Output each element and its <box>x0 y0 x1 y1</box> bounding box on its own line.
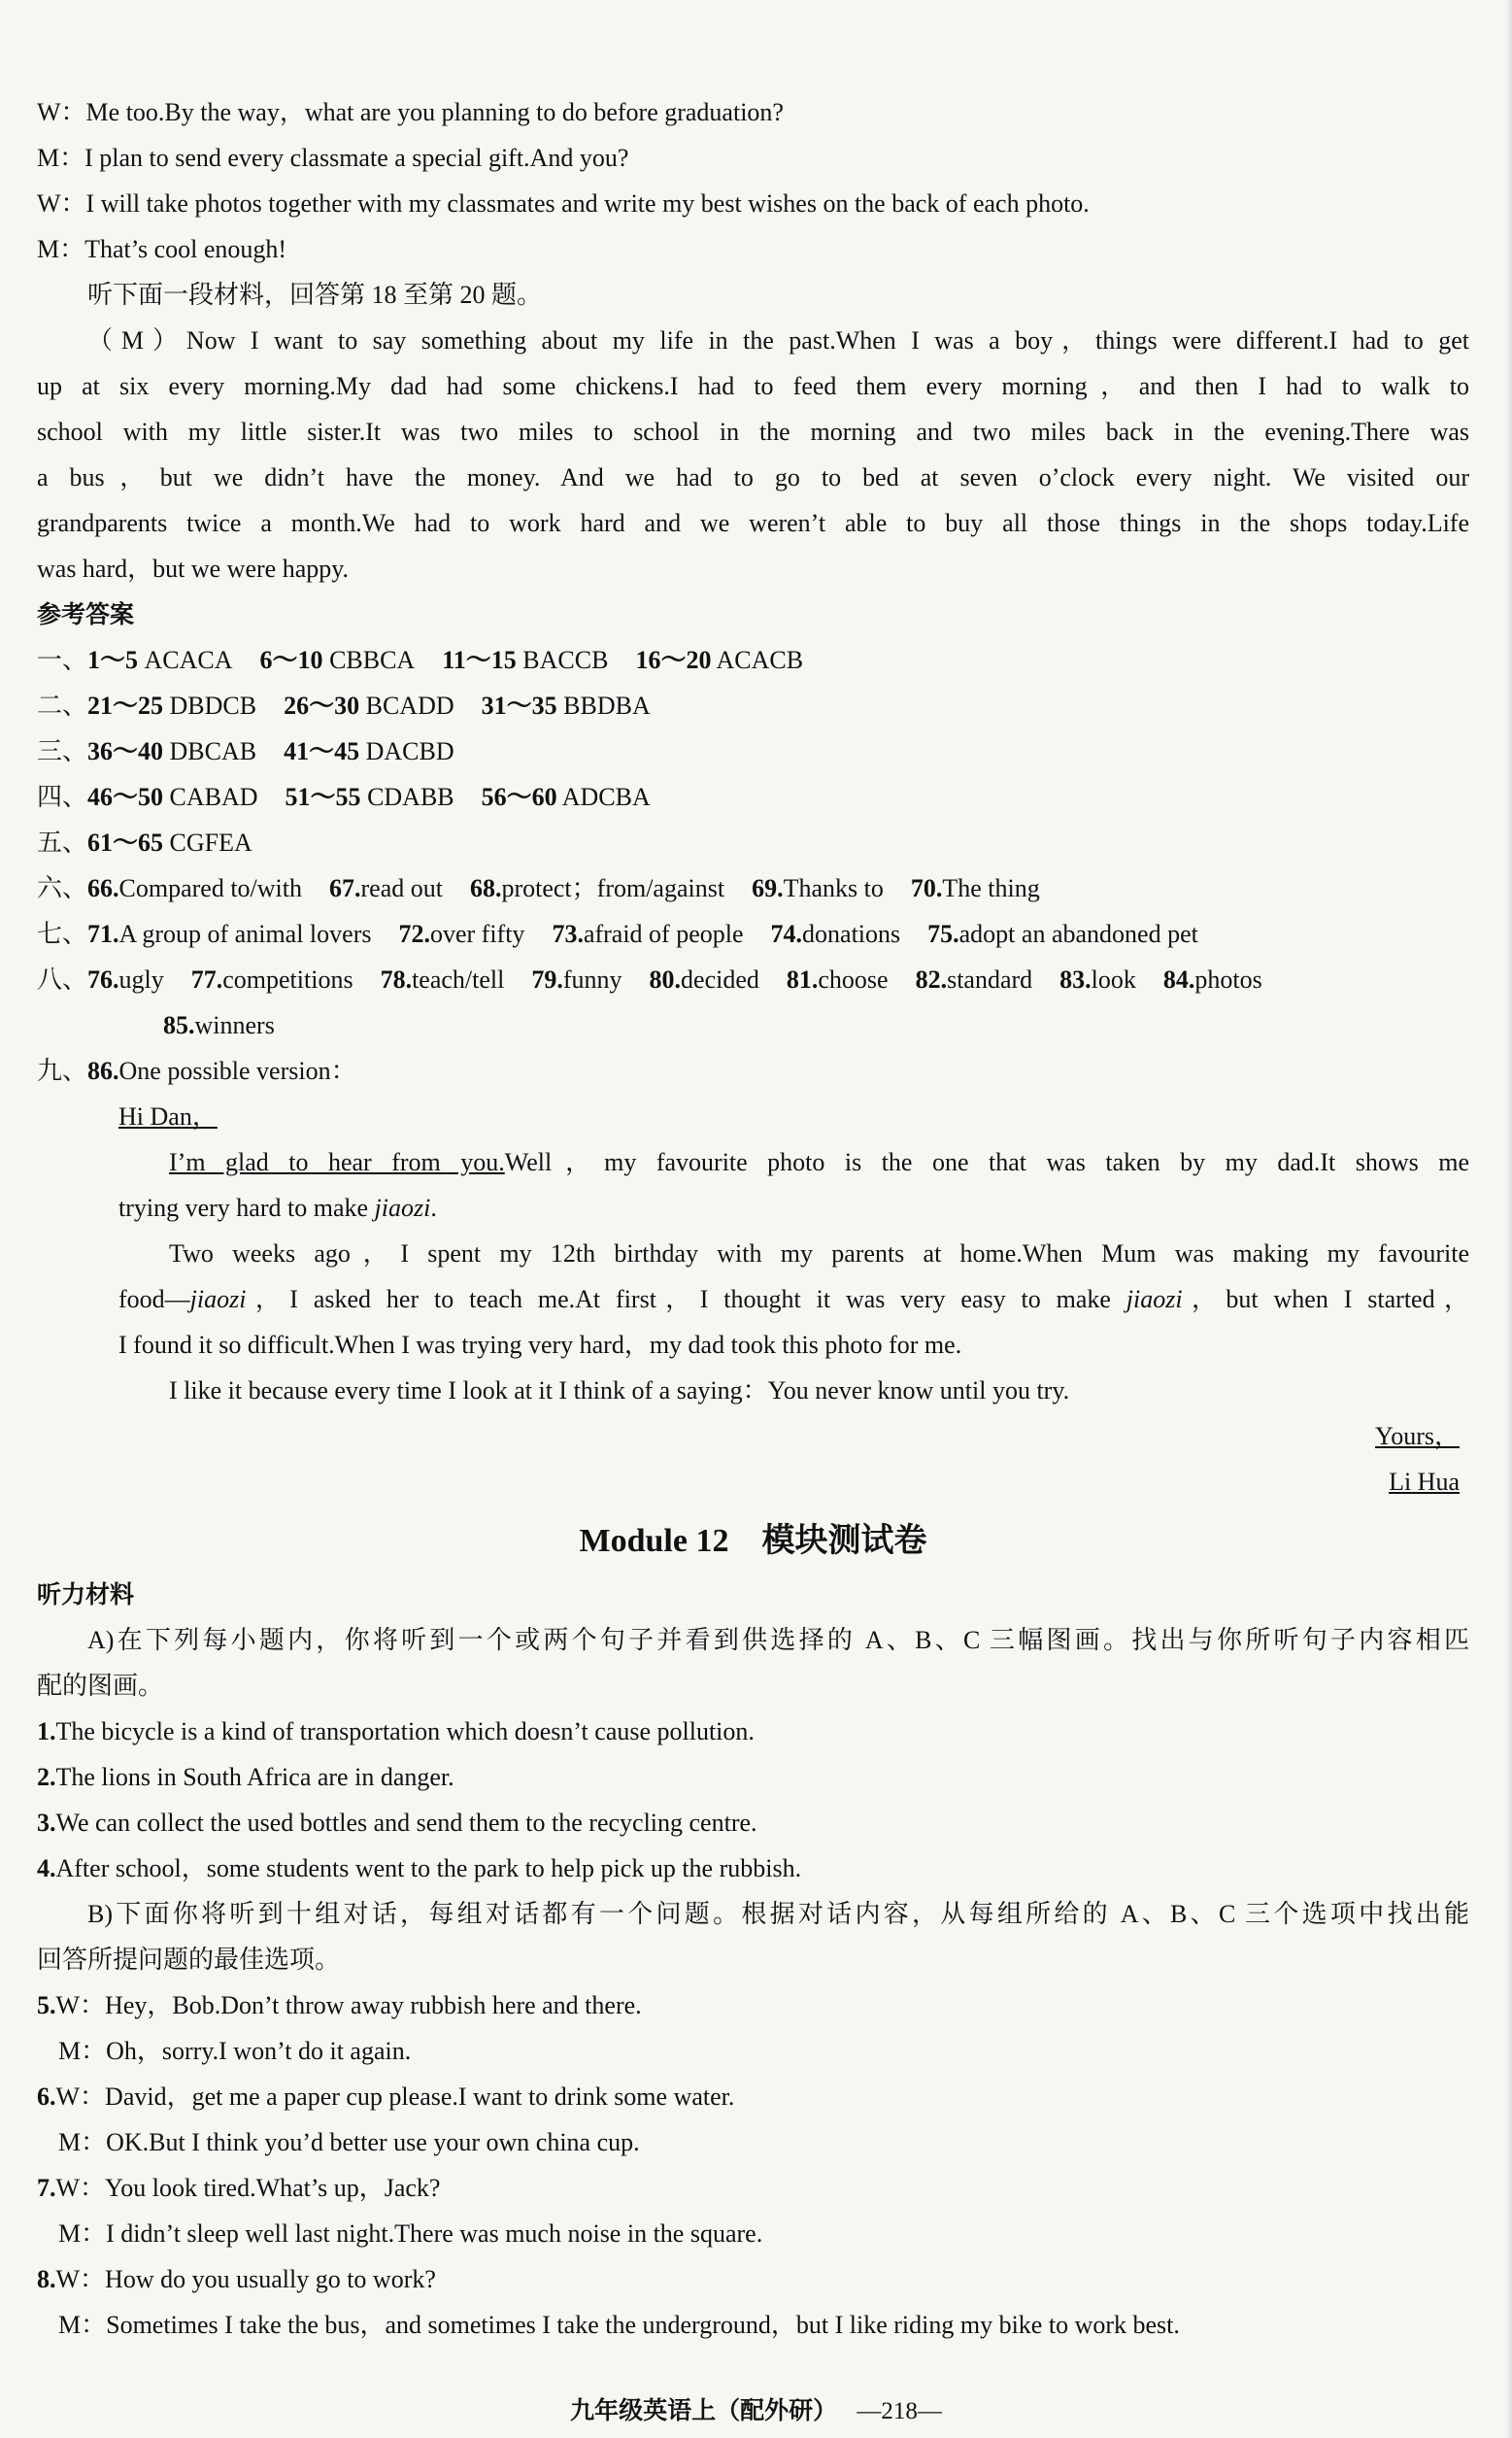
letter-line <box>118 1139 1469 1185</box>
letter-text: Well，my favourite photo is the one that was taken by my dad.It shows me <box>504 1148 1470 1176</box>
section-b-instruction: 回答所提问题的最佳选项。 <box>37 1946 341 1974</box>
answer-num: 31～35 <box>481 692 557 720</box>
letter-closing: Yours， <box>1375 1422 1460 1450</box>
answer-num: 85. <box>163 1011 195 1039</box>
item-num: 7. <box>37 2174 56 2202</box>
answer-num: 41～45 <box>284 737 360 765</box>
dialog-line: W：I will take photos together with my classmates and write my best wishes on the back of each photo. <box>37 189 1090 218</box>
answer-text: over fifty <box>429 920 525 948</box>
dialog-line: M：I plan to send every classmate a special gift.And you? <box>37 144 629 172</box>
answer-num: 72. <box>398 920 430 948</box>
answer-num: 66. <box>87 874 119 902</box>
answer-text: Compared to/with <box>118 874 302 902</box>
answer-num: 46～50 <box>87 783 164 811</box>
answer-row-8 <box>37 957 1469 1002</box>
answer-row-2 <box>37 683 1469 728</box>
answer-text: funny <box>562 965 622 994</box>
letter-text: . <box>430 1194 437 1222</box>
sample-letter <box>37 1094 1469 1505</box>
section-a-instruction: 配的图画。 <box>37 1672 164 1700</box>
answer-prefix: 五、 <box>37 829 88 857</box>
module-title <box>37 1510 1469 1572</box>
page-footer <box>0 2391 1512 2426</box>
letter-italic: jiaozi <box>374 1194 431 1222</box>
section-a-instruction: A)在下列每小题内，你将听到一个或两个句子并看到供选择的 A、B、C 三幅图画。找出与你所听句子内容相匹 <box>87 1626 1469 1654</box>
answer-text: choose <box>818 965 889 994</box>
answer-prefix: 八、 <box>37 965 88 994</box>
answer-text: afraid of people <box>583 920 744 948</box>
dialog-m: M：Oh，sorry.I won’t do it again. <box>58 2037 412 2065</box>
answer-num: 56～60 <box>481 783 557 811</box>
answer-num: 74. <box>770 920 803 948</box>
letter-italic: jiaozi <box>189 1285 247 1313</box>
answer-text: read out <box>360 874 443 902</box>
answer-num: 21～25 <box>87 692 164 720</box>
item-text: We can collect the used bottles and send them to the recycling centre. <box>55 1809 757 1837</box>
answer-num: 78. <box>380 965 413 994</box>
answer-text: competitions <box>222 965 353 994</box>
answer-text: BCADD <box>359 692 454 720</box>
answer-text: BACCB <box>516 646 609 674</box>
answer-num: 11～15 <box>442 646 517 674</box>
answer-num: 77. <box>190 965 223 994</box>
answer-num: 82. <box>915 965 948 994</box>
listening-item <box>37 1754 1469 1800</box>
letter-italic: jiaozi <box>1126 1285 1183 1313</box>
answer-prefix: 一、 <box>37 646 88 674</box>
answer-num: 71. <box>87 920 119 948</box>
answer-num: 26～30 <box>284 692 360 720</box>
answer-text: ugly <box>118 965 164 994</box>
dialog-w <box>37 2165 1469 2211</box>
passage-line: school with my little sister.It was two miles to school in the morning and two miles back in the evening.There was <box>37 418 1469 446</box>
dialog-m: M：I didn’t sleep well last night.There was much noise in the square. <box>58 2219 763 2248</box>
answer-num: 67. <box>329 874 361 902</box>
answer-num: 79. <box>531 965 563 994</box>
listening-heading: 听力材料 <box>37 1580 135 1608</box>
section-b-instruction: B)下面你将听到十组对话，每组对话都有一个问题。根据对话内容，从每组所给的 A、B、C 三个选项中找出能 <box>87 1900 1469 1928</box>
answer-text: BBDBA <box>556 692 651 720</box>
passage-line: （M）Now I want to say something about my life in the past.When I was a boy，things were different.I had to get <box>87 326 1469 355</box>
dialog-line: W：Me too.By the way，what are you planning to do before graduation? <box>37 98 784 126</box>
passage-line: grandparents twice a month.We had to work hard and we weren’t able to buy all those things in the shops today.Life <box>37 509 1469 537</box>
item-num: 3. <box>37 1809 56 1837</box>
answer-text: A group of animal lovers <box>118 920 372 948</box>
answer-text: DBDCB <box>163 692 257 720</box>
answer-num: 86. <box>87 1057 119 1085</box>
answer-text: ACACB <box>711 646 804 674</box>
answer-text: DBCAB <box>163 737 257 765</box>
answer-row-3 <box>37 728 1469 774</box>
answer-num: 68. <box>469 874 502 902</box>
book-title: 九年级英语上（配外研） <box>570 2396 838 2424</box>
item-num: 1. <box>37 1717 56 1745</box>
module-title-cn: 模块测试卷 <box>761 1521 927 1560</box>
letter-text: food— <box>118 1285 190 1313</box>
letter-text: trying very hard to make <box>118 1194 375 1222</box>
dialog-text: W：David，get me a paper cup please.I want to drink some water. <box>55 2082 735 2111</box>
answer-row-8-cont <box>37 1002 1469 1048</box>
letter-text: ，but when I started， <box>1182 1285 1469 1313</box>
answer-row-6 <box>37 865 1469 911</box>
answer-num: 16～20 <box>635 646 712 674</box>
letter-greeting: Hi Dan， <box>118 1102 218 1131</box>
letter-signature: Li Hua <box>1389 1468 1460 1496</box>
answer-num: 75. <box>927 920 959 948</box>
answer-num: 83. <box>1059 965 1092 994</box>
answer-num: 73. <box>552 920 584 948</box>
page-number: —218— <box>857 2398 942 2424</box>
page-edge <box>1506 0 1512 2438</box>
listening-item <box>37 1709 1469 1754</box>
item-num: 6. <box>37 2082 56 2111</box>
answer-text: One possible version： <box>118 1057 356 1085</box>
item-text: The lions in South Africa are in danger. <box>55 1763 454 1791</box>
dialog-m: M：Sometimes I take the bus，and sometimes I take the underground，but I like riding my bike to work best. <box>58 2311 1180 2339</box>
answer-prefix: 六、 <box>37 874 88 902</box>
dialog-text: W：You look tired.What’s up，Jack? <box>55 2174 441 2202</box>
item-num: 2. <box>37 1763 56 1791</box>
answer-text: CBBCA <box>322 646 416 674</box>
dialog-text: W：Hey，Bob.Don’t throw away rubbish here and there. <box>55 1991 642 2019</box>
answer-text: adopt an abandoned pet <box>958 920 1198 948</box>
answer-text: donations <box>802 920 901 948</box>
letter-line: I like it because every time I look at it I think of a saying：You never know until you try. <box>169 1376 1070 1405</box>
letter-line <box>118 1276 1469 1322</box>
module-title-en: Module 12 <box>579 1523 729 1559</box>
answer-key <box>37 637 1469 1094</box>
answer-row-7 <box>37 911 1469 957</box>
item-text: The bicycle is a kind of transportation which doesn’t cause pollution. <box>55 1717 755 1745</box>
item-num: 5. <box>37 1991 56 2019</box>
answer-num: 36～40 <box>87 737 164 765</box>
passage-line: was hard，but we were happy. <box>37 555 350 583</box>
answers-heading: 参考答案 <box>37 600 135 628</box>
answer-prefix: 二、 <box>37 692 88 720</box>
passage-line: a bus，but we didn’t have the money. And we had to go to bed at seven o’clock every night. We visited our <box>37 463 1469 491</box>
answer-text: ACACA <box>138 646 233 674</box>
answer-num: 61～65 <box>87 829 164 857</box>
answer-num: 70. <box>910 874 943 902</box>
answer-text: winners <box>194 1011 275 1039</box>
answer-num: 6～10 <box>259 646 323 674</box>
answer-row-5 <box>37 820 1469 865</box>
item-text: After school，some students went to the park to help pick up the rubbish. <box>55 1854 802 1882</box>
letter-text: ，I asked her to teach me.At first，I thought it was very easy to make <box>246 1285 1126 1313</box>
passage-line: up at six every morning.My dad had some chickens.I had to feed them every morning，and then I had to walk to <box>37 372 1469 400</box>
answer-text: CABAD <box>163 783 258 811</box>
answer-num: 84. <box>1162 965 1195 994</box>
page-content <box>37 89 1469 2348</box>
answer-text: CGFEA <box>163 829 252 857</box>
answer-text: look <box>1091 965 1136 994</box>
listening-item <box>37 1845 1469 1891</box>
answer-text: CDABB <box>360 783 454 811</box>
letter-underlined: I’m glad to hear from you. <box>169 1148 505 1176</box>
answer-row-9 <box>37 1048 1469 1094</box>
answer-text: ADCBA <box>556 783 651 811</box>
letter-line: Two weeks ago，I spent my 12th birthday with my parents at home.When Mum was making my favourite <box>169 1239 1469 1268</box>
dialog-w <box>37 1982 1469 2028</box>
dialog-w <box>37 2074 1469 2119</box>
dialog-text: W：How do you usually go to work? <box>55 2265 436 2293</box>
answer-prefix: 三、 <box>37 737 88 765</box>
answer-text: photos <box>1194 965 1262 994</box>
listening-passage <box>37 318 1469 592</box>
letter-line: I found it so difficult.When I was trying very hard，my dad took this photo for me. <box>118 1331 962 1359</box>
answer-text: Thanks to <box>783 874 884 902</box>
answer-text: decided <box>681 965 759 994</box>
answer-text: DACBD <box>359 737 454 765</box>
answer-text: protect；from/against <box>501 874 725 902</box>
answer-num: 51～55 <box>285 783 361 811</box>
answer-row-4 <box>37 774 1469 820</box>
answer-prefix: 九、 <box>37 1057 88 1085</box>
answer-prefix: 四、 <box>37 783 88 811</box>
dialog-line: M：That’s cool enough! <box>37 235 287 263</box>
answer-text: The thing <box>942 874 1040 902</box>
letter-line <box>118 1185 1469 1231</box>
item-num: 4. <box>37 1854 56 1882</box>
answer-num: 80. <box>649 965 682 994</box>
answer-num: 69. <box>752 874 784 902</box>
answer-num: 76. <box>87 965 119 994</box>
dialog-w <box>37 2256 1469 2302</box>
answer-row-1 <box>37 637 1469 683</box>
section-instruction: 听下面一段材料，回答第 18 至第 20 题。 <box>87 281 543 309</box>
answer-num: 81. <box>786 965 819 994</box>
answer-num: 1～5 <box>87 646 139 674</box>
listening-item <box>37 1800 1469 1845</box>
answer-text: standard <box>947 965 1033 994</box>
answer-text: teach/tell <box>412 965 505 994</box>
item-num: 8. <box>37 2265 56 2293</box>
answer-prefix: 七、 <box>37 920 88 948</box>
dialog-m: M：OK.But I think you’d better use your own china cup. <box>58 2128 640 2156</box>
